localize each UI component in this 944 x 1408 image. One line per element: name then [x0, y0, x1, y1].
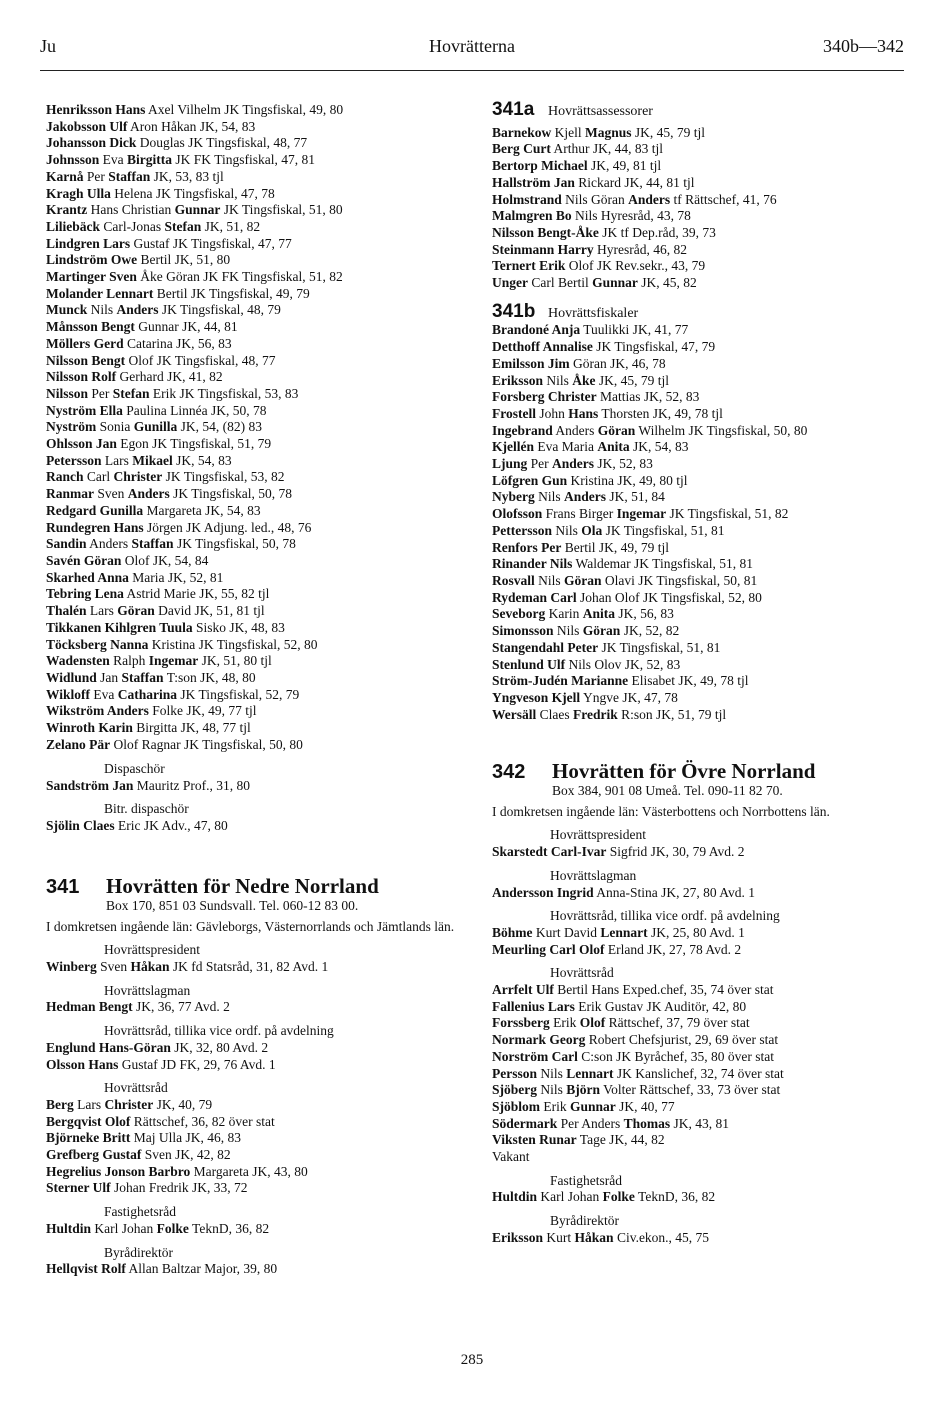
person-entry: Ström-Judén Marianne Elisabet JK, 49, 78 tjl	[492, 673, 749, 689]
section-number: 341b	[492, 300, 536, 322]
hovrattsfiskaler-list	[492, 322, 910, 723]
person-entry: Hallström Jan Rickard JK, 44, 81 tjl	[492, 174, 695, 190]
person-entry: Rinander Nils Waldemar JK Tingsfiskal, 51, 81	[492, 556, 753, 572]
role-entries	[492, 1189, 910, 1206]
person-entry: Persson Nils Lennart JK Kanslichef, 32, 74 över stat	[492, 1065, 784, 1081]
person-entry: Johnsson Eva Birgitta JK FK Tingsfiskal, 47, 81	[46, 152, 315, 168]
person-entry: Sjöblom Erik Gunnar JK, 40, 77	[492, 1098, 675, 1114]
person-entry: Tikkanen Kihlgren Tuula Sisko JK, 48, 83	[46, 619, 285, 635]
person-entry: Nilsson Bengt Olof JK Tingsfiskal, 48, 77	[46, 352, 276, 368]
hovrattsassessorer-list	[492, 125, 910, 292]
person-entry: Martinger Sven Åke Göran JK FK Tingsfiskal, 51, 82	[46, 269, 343, 285]
person-entry: Lindgren Lars Gustaf JK Tingsfiskal, 47, 77	[46, 235, 292, 251]
section-number: 341	[46, 876, 80, 899]
role-entries	[46, 1261, 464, 1278]
role-heading: Fastighetsråd	[104, 1204, 176, 1220]
right-column	[492, 99, 910, 1247]
person-entry: Henriksson Hans Axel Vilhelm JK Tingsfiskal, 49, 80	[46, 102, 344, 117]
person-entry: Liliebäck Carl-Jonas Stefan JK, 51, 82	[46, 218, 261, 234]
section-341-groups	[46, 942, 464, 1278]
person-entry: Nyström Sonia Gunilla JK, 54, (82) 83	[46, 419, 263, 435]
person-entry: Rydeman Carl Johan Olof JK Tingsfiskal, 52, 80	[492, 589, 762, 605]
role-heading: Hovrättsråd, tillika vice ordf. på avdelning	[550, 908, 780, 924]
person-entry: Molander Lennart Bertil JK Tingsfiskal, 49, 79	[46, 285, 310, 301]
person-entry: Södermark Per Anders Thomas JK, 43, 81	[492, 1115, 730, 1131]
person-entry: Redgard Gunilla Margareta JK, 54, 83	[46, 502, 261, 518]
person-entry: Rosvall Nils Göran Olavi JK Tingsfiskal, 50, 81	[492, 572, 758, 588]
person-entry: Böhme Kurt David Lennart JK, 25, 80 Avd. 1	[492, 924, 745, 940]
person-entry: Kragh Ulla Helena JK Tingsfiskal, 47, 78	[46, 185, 275, 201]
section-description: I domkretsen ingående län: Västerbottens och Norrbottens län.	[492, 803, 830, 819]
role-heading: Byrådirektör	[550, 1213, 619, 1229]
section-title: Hovrätten för Nedre Norrland	[106, 874, 379, 899]
person-entry: Sandström Jan Mauritz Prof., 31, 80	[46, 778, 251, 794]
person-entry: Stenlund Ulf Nils Olov JK, 52, 83	[492, 656, 681, 672]
person-entry: Sandin Anders Staffan JK Tingsfiskal, 50, 78	[46, 536, 296, 552]
person-entry: Skarhed Anna Maria JK, 52, 81	[46, 569, 224, 585]
section-number: 342	[492, 761, 526, 784]
person-entry: Wikström Anders Folke JK, 49, 77 tjl	[46, 703, 257, 719]
left-column	[46, 102, 464, 1278]
person-entry: Forssberg Erik Olof Rättschef, 37, 79 över stat	[492, 1015, 750, 1031]
person-entry: Renfors Per Bertil JK, 49, 79 tjl	[492, 539, 669, 555]
person-entry: Forsberg Christer Mattias JK, 52, 83	[492, 389, 700, 405]
person-entry: Karnå Per Staffan JK, 53, 83 tjl	[46, 168, 224, 184]
person-entry: Hultdin Karl Johan Folke TeknD, 36, 82	[46, 1220, 270, 1236]
person-entry: Arrfelt Ulf Bertil Hans Exped.chef, 35, 74 över stat	[492, 982, 774, 998]
role-entries	[492, 925, 910, 958]
person-entry: Jakobsson Ulf Aron Håkan JK, 54, 83	[46, 118, 256, 134]
person-entry: Yngveson Kjell Yngve JK, 47, 78	[492, 689, 678, 705]
header-rule	[40, 70, 904, 71]
section-address: Box 170, 851 03 Sundsvall. Tel. 060-12 83 00.	[106, 897, 359, 913]
person-entry: Barnekow Kjell Magnus JK, 45, 79 tjl	[492, 124, 706, 140]
person-entry: Ranmar Sven Anders JK Tingsfiskal, 50, 78	[46, 486, 293, 502]
section-number: 341a	[492, 99, 535, 120]
role-entries	[492, 885, 910, 902]
page-header	[40, 36, 904, 60]
person-entry: Unger Carl Bertil Gunnar JK, 45, 82	[492, 275, 697, 291]
person-entry: Ingebrand Anders Göran Wilhelm JK Tingsfiskal, 50, 80	[492, 422, 808, 438]
role-heading: Hovrättsråd, tillika vice ordf. på avdelning	[104, 1023, 334, 1039]
person-entry: Zelano Pär Olof Ragnar JK Tingsfiskal, 50, 80	[46, 736, 303, 752]
person-entry: Nyberg Nils Anders JK, 51, 84	[492, 489, 665, 505]
person-entry: Wersäll Claes Fredrik R:son JK, 51, 79 tjl	[492, 706, 727, 722]
person-entry: Viksten Runar Tage JK, 44, 82	[492, 1132, 665, 1148]
role-entries	[492, 844, 910, 861]
person-entry: Krantz Hans Christian Gunnar JK Tingsfiskal, 51, 80	[46, 202, 343, 218]
header-page-range: 340b—342	[823, 36, 904, 56]
hovrattsfiskaler-continued-list	[46, 102, 464, 753]
section-341b-heading	[492, 300, 910, 323]
role-heading: Byrådirektör	[104, 1244, 173, 1260]
role-heading: Hovrättspresident	[550, 827, 646, 843]
person-entry: Möllers Gerd Catarina JK, 56, 83	[46, 335, 232, 351]
section-341a-heading	[492, 99, 910, 121]
person-entry: Englund Hans-Göran JK, 32, 80 Avd. 2	[46, 1039, 269, 1055]
person-entry: Normark Georg Robert Chefsjurist, 29, 69 över stat	[492, 1032, 779, 1048]
person-entry: Lindström Owe Bertil JK, 51, 80	[46, 252, 231, 268]
section-title: Hovrättsassessorer	[548, 104, 653, 119]
person-entry: Wadensten Ralph Ingemar JK, 51, 80 tjl	[46, 653, 272, 669]
header-title: Hovrätterna	[429, 36, 515, 56]
header-left: Ju	[40, 36, 57, 56]
role-heading: Bitr. dispaschör	[104, 800, 189, 816]
person-entry: Meurling Carl Olof Erland JK, 27, 78 Avd. 2	[492, 941, 742, 957]
person-entry: Kjellén Eva Maria Anita JK, 54, 83	[492, 439, 689, 455]
person-entry: Winberg Sven Håkan JK fd Statsråd, 31, 82 Avd. 1	[46, 959, 329, 975]
role-heading: Dispaschör	[104, 761, 165, 777]
role-entries	[46, 1040, 464, 1073]
person-entry: Ternert Erik Olof JK Rev.sekr., 43, 79	[492, 258, 706, 274]
person-entry: Olsson Hans Gustaf JD FK, 29, 76 Avd. 1	[46, 1056, 276, 1072]
person-entry: Sjöberg Nils Björn Volter Rättschef, 33, 73 över stat	[492, 1082, 781, 1098]
section-description: I domkretsen ingående län: Gävleborgs, Västernorrlands och Jämtlands län.	[46, 918, 455, 934]
person-entry: Seveborg Karin Anita JK, 56, 83	[492, 606, 674, 622]
person-entry: Andersson Ingrid Anna-Stina JK, 27, 80 Avd. 1	[492, 884, 756, 900]
person-entry: Pettersson Nils Ola JK Tingsfiskal, 51, 81	[492, 522, 725, 538]
person-entry: Björneke Britt Maj Ulla JK, 46, 83	[46, 1130, 241, 1146]
person-entry: Munck Nils Anders JK Tingsfiskal, 48, 79	[46, 302, 281, 318]
person-entry: Grefberg Gustaf Sven JK, 42, 82	[46, 1147, 231, 1163]
role-entries	[46, 1221, 464, 1238]
person-entry: Vakant	[492, 1149, 530, 1165]
role-heading: Hovrättsråd	[104, 1080, 168, 1096]
role-heading: Hovrättspresident	[104, 942, 200, 958]
person-entry: Berg Lars Christer JK, 40, 79	[46, 1096, 213, 1112]
person-entry: Ljung Per Anders JK, 52, 83	[492, 456, 653, 472]
person-entry: Olofsson Frans Birger Ingemar JK Tingsfiskal, 51, 82	[492, 506, 789, 522]
person-entry: Löfgren Gun Kristina JK, 49, 80 tjl	[492, 472, 688, 488]
person-entry: Tebring Lena Astrid Marie JK, 55, 82 tjl	[46, 586, 270, 602]
person-entry: Nilsson Per Stefan Erik JK Tingsfiskal, 53, 83	[46, 385, 299, 401]
person-entry: Simonsson Nils Göran JK, 52, 82	[492, 623, 680, 639]
role-entries	[492, 982, 910, 1166]
person-entry: Stangendahl Peter JK Tingsfiskal, 51, 81	[492, 639, 721, 655]
section-title: Hovrättsfiskaler	[548, 305, 639, 321]
person-entry: Norström Carl C:son JK Byråchef, 35, 80 över stat	[492, 1048, 774, 1064]
person-entry: Sjölin Claes Eric JK Adv., 47, 80	[46, 817, 228, 833]
person-entry: Malmgren Bo Nils Hyresråd, 43, 78	[492, 208, 691, 224]
role-entries	[46, 959, 464, 976]
person-entry: Johansson Dick Douglas JK Tingsfiskal, 48, 77	[46, 135, 308, 151]
role-heading: Hovrättsråd	[550, 965, 614, 981]
person-entry: Hegrelius Jonson Barbro Margareta JK, 43, 80	[46, 1163, 308, 1179]
person-entry: Månsson Bengt Gunnar JK, 44, 81	[46, 319, 238, 335]
section-address: Box 384, 901 08 Umeå. Tel. 090-11 82 70.	[552, 783, 783, 799]
person-entry: Nilsson Bengt-Åke JK tf Dep.råd, 39, 73	[492, 224, 716, 240]
person-entry: Emilsson Jim Göran JK, 46, 78	[492, 355, 666, 371]
person-entry: Wikloff Eva Catharina JK Tingsfiskal, 52, 79	[46, 686, 300, 702]
person-entry: Nilsson Rolf Gerhard JK, 41, 82	[46, 369, 223, 385]
person-entry: Ranch Carl Christer JK Tingsfiskal, 53, 82	[46, 469, 285, 485]
person-entry: Petersson Lars Mikael JK, 54, 83	[46, 452, 232, 468]
person-entry: Sterner Ulf Johan Fredrik JK, 33, 72	[46, 1180, 248, 1196]
person-entry: Bergqvist Olof Rättschef, 36, 82 över stat	[46, 1113, 275, 1129]
page-number: 285	[460, 1352, 484, 1368]
person-entry: Skarstedt Carl-Ivar Sigfrid JK, 30, 79 Avd. 2	[492, 844, 745, 860]
person-entry: Fallenius Lars Erik Gustav JK Auditör, 42, 80	[492, 998, 747, 1014]
section-342-groups	[492, 827, 910, 1246]
person-entry: Thalén Lars Göran David JK, 51, 81 tjl	[46, 603, 265, 619]
person-entry: Töcksberg Nanna Kristina JK Tingsfiskal, 52, 80	[46, 636, 318, 652]
role-entries	[492, 1230, 910, 1247]
section-title: Hovrätten för Övre Norrland	[552, 759, 816, 784]
person-entry: Detthoff Annalise JK Tingsfiskal, 47, 79	[492, 339, 716, 355]
person-entry: Eriksson Kurt Håkan Civ.ekon., 45, 75	[492, 1229, 710, 1245]
role-entries	[46, 1097, 464, 1197]
person-entry: Hedman Bengt JK, 36, 77 Avd. 2	[46, 999, 230, 1015]
person-entry: Bertorp Michael JK, 49, 81 tjl	[492, 158, 662, 174]
person-entry: Eriksson Nils Åke JK, 45, 79 tjl	[492, 372, 670, 388]
person-entry: Steinmann Harry Hyresråd, 46, 82	[492, 241, 687, 257]
person-entry: Brandoné Anja Tuulikki JK, 41, 77	[492, 322, 689, 338]
role-heading: Hovrättslagman	[104, 982, 191, 998]
section-342-heading	[492, 759, 910, 784]
person-entry: Frostell John Hans Thorsten JK, 49, 78 tjl	[492, 405, 723, 421]
section-341-heading	[46, 874, 464, 899]
person-entry: Savén Göran Olof JK, 54, 84	[46, 552, 209, 568]
person-entry: Nyström Ella Paulina Linnéa JK, 50, 78	[46, 402, 267, 418]
person-entry: Rundegren Hans Jörgen JK Adjung. led., 48, 76	[46, 519, 312, 535]
person-entry: Winroth Karin Birgitta JK, 48, 77 tjl	[46, 720, 251, 736]
role-heading: Fastighetsråd	[550, 1172, 622, 1188]
person-entry: Holmstrand Nils Göran Anders tf Rättschef, 41, 76	[492, 191, 777, 207]
role-heading: Hovrättslagman	[550, 867, 637, 883]
person-entry: Hellqvist Rolf Allan Baltzar Major, 39, 80	[46, 1261, 278, 1277]
role-entries	[46, 999, 464, 1016]
person-entry: Hultdin Karl Johan Folke TeknD, 36, 82	[492, 1189, 716, 1205]
person-entry: Widlund Jan Staffan T:son JK, 48, 80	[46, 669, 256, 685]
person-entry: Berg Curt Arthur JK, 44, 83 tjl	[492, 141, 663, 157]
person-entry: Ohlsson Jan Egon JK Tingsfiskal, 51, 79	[46, 436, 272, 452]
